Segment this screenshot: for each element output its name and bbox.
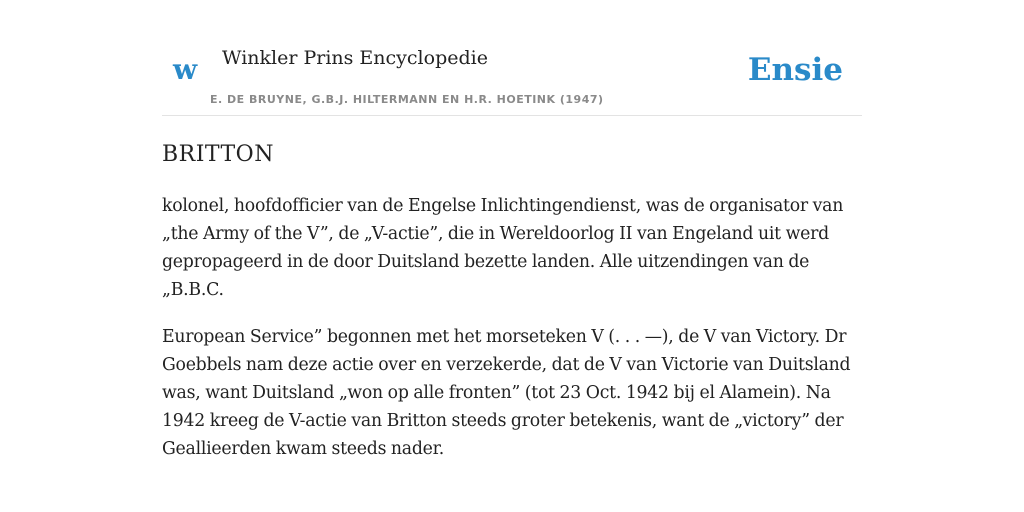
ensie-brand-link[interactable]: Ensie (747, 52, 843, 88)
publication-title[interactable]: Winkler Prins Encyclopedie (222, 47, 488, 69)
article (162, 140, 862, 459)
article-paragraph: European Service” begonnen met het morseteken V (. . . —), de V van Victory. Dr Goebbels nam deze actie over en verzekerde, dat de V van Victorie van Duitsland was, want Duitsland „won op alle fronten” (tot 23 Oct. 1942 bij el Alamein). Na 1942 kreeg de V-actie van Britton steeds groter betekenis, want de „victory” der Geallieerden kwam steeds nader. (162, 327, 851, 459)
encyclopedia-header (162, 40, 862, 116)
winkler-prins-logo[interactable]: w (173, 53, 198, 86)
article-paragraph: kolonel, hoofdofficier van de Engelse Inlichtingendienst, was de organisator van „the Army of the V”, de „V-actie”, die in Wereldoorlog II van Engeland uit werd gepropageerd in de door Duitsland bezette landen. Alle uitzendingen van de „B.B.C. (162, 196, 844, 300)
article-headword: BRITTON (162, 142, 274, 167)
publication-authors: E. DE BRUYNE, G.B.J. HILTERMANN EN H.R. HOETINK (1947) (210, 93, 604, 106)
